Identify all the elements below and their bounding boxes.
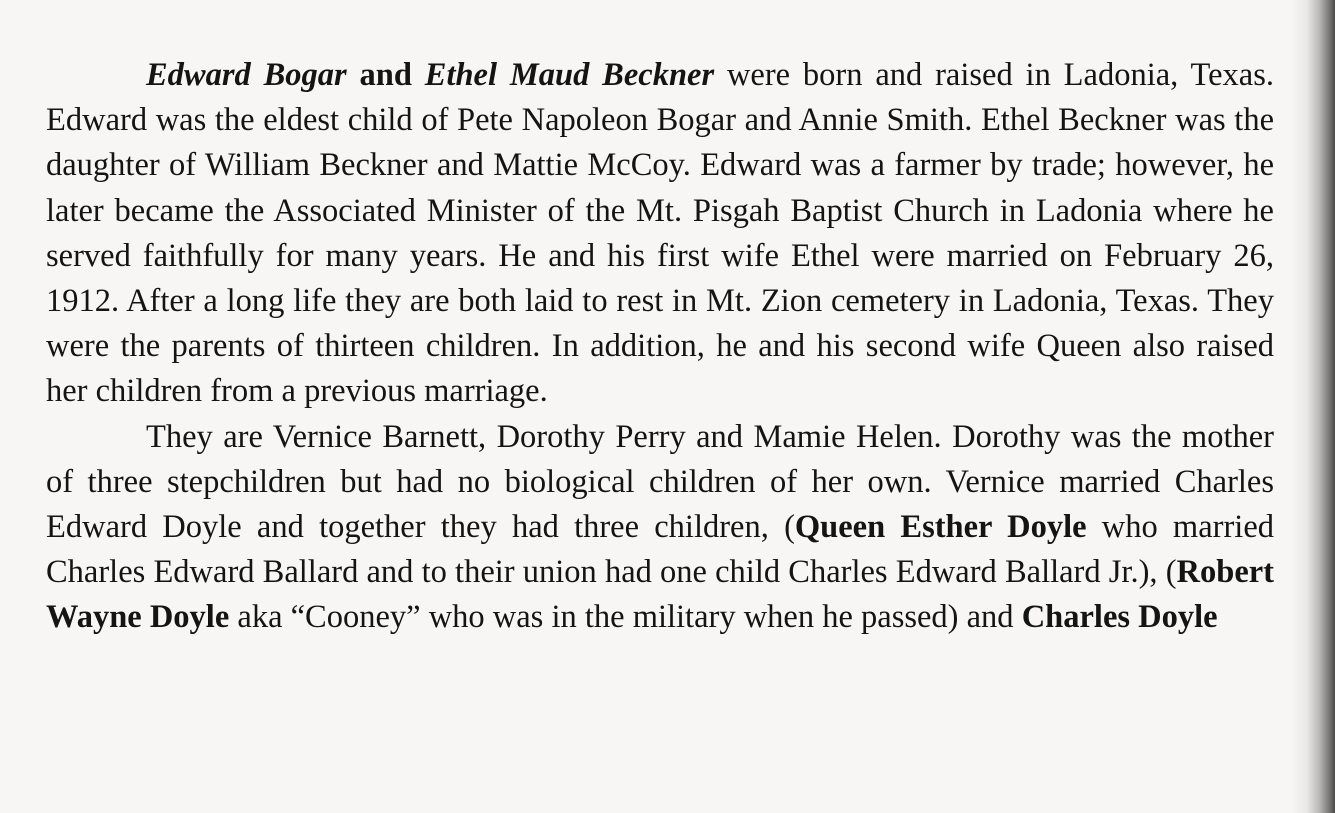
- paragraph-2-tail: aka “Cooney” who was in the military when he passed) and: [229, 599, 1022, 636]
- connector-and: and: [346, 57, 425, 93]
- paragraph-1-body: were born and raised in Ladonia, Texas. Edward was the eldest child of Pete Napoleon Bogar and Annie Smith. Ethel Beckner was the daughter of William Beckner and Mattie McCoy. Edward was a farmer by trade; however, he later became the Associated Minister of the Mt. Pisgah Baptist Church in Ladonia where he served faithfully for many years. He and his first wife Ethel were married on February 26, 1912. After a long life they are both laid to rest in Mt. Zion cemetery in Ladonia, Texas. They were the parents of thirteen children. In addition, he and his second wife Queen also raised her children from a previous marriage.: [46, 57, 1274, 410]
- paragraph-2: [46, 415, 1274, 641]
- name-charles-doyle: Charles Doyle: [1021, 599, 1218, 636]
- document-text: [46, 53, 1274, 641]
- name-robert-wayne-doyle: Robert Wayne Doyle: [46, 554, 1274, 636]
- paragraph-2-middle: who married Charles Edward Ballard and to their union had one child Charles Edward Ballard Jr.), (: [46, 509, 1274, 591]
- paragraph-2-intro: They are Vernice Barnett, Dorothy Perry and Mamie Helen. Dorothy was the mother of three stepchildren but had no biological children of her own. Vernice married Charles Edward Doyle and together they had three children, (: [46, 418, 1274, 546]
- paragraph-1: [46, 53, 1274, 415]
- name-ethel-maud-beckner: Ethel Maud Beckner: [424, 57, 715, 93]
- name-queen-esther-doyle: Queen Esther Doyle: [794, 509, 1087, 546]
- name-edward-bogar: Edward Bogar: [146, 57, 347, 93]
- page-edge-shadow: [1307, 0, 1335, 813]
